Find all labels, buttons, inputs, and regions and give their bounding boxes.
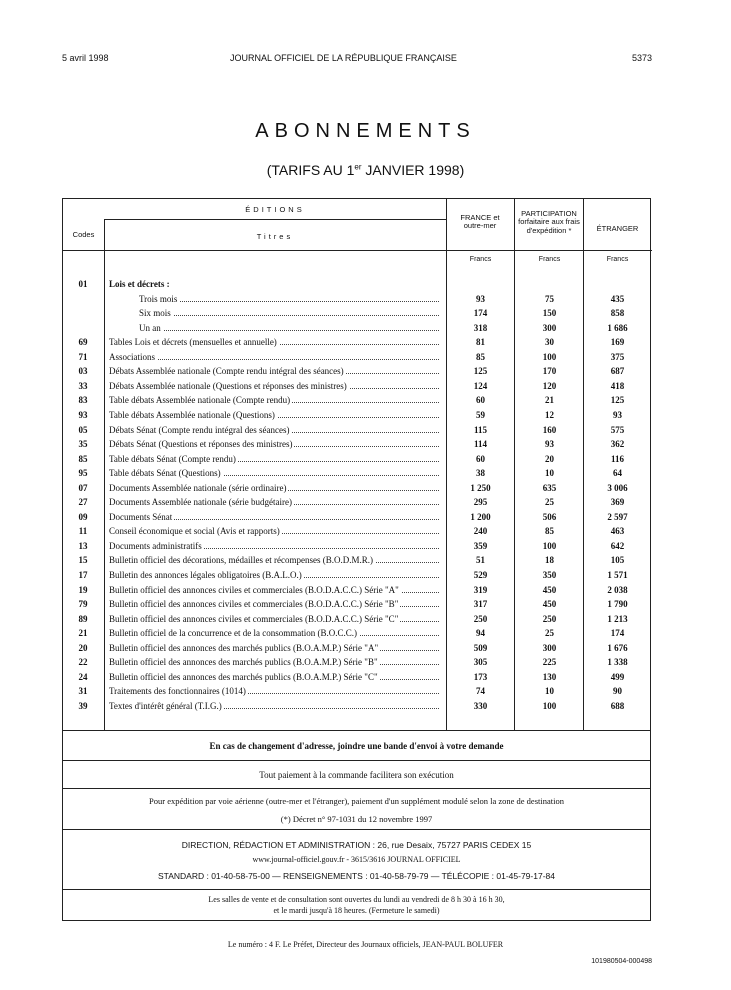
price-etranger: 1 686 — [607, 322, 628, 333]
price-france: 295 — [473, 497, 488, 508]
price-participation: 20 — [545, 453, 554, 464]
price-participation: 450 — [542, 584, 557, 595]
price-france: 1 200 — [470, 511, 491, 522]
table-row — [63, 466, 652, 480]
price-participation: 120 — [542, 380, 557, 391]
row-code: 11 — [78, 526, 88, 537]
price-participation: 93 — [545, 439, 554, 450]
price-france: 59 — [476, 409, 485, 420]
row-code: 24 — [78, 671, 88, 682]
price-participation: 350 — [542, 570, 557, 580]
price-etranger: 688 — [610, 700, 625, 711]
row-title — [109, 684, 439, 698]
price-participation: 450 — [542, 599, 557, 610]
footer-border — [62, 731, 63, 920]
row-title — [109, 568, 439, 582]
unit-etranger: Francs — [606, 256, 629, 263]
price-etranger: 499 — [610, 671, 625, 682]
row-title — [109, 335, 439, 349]
price-participation: 225 — [542, 657, 557, 668]
row-code: 13 — [78, 540, 88, 551]
table-row — [63, 539, 652, 553]
head-codes: Codes — [72, 230, 95, 239]
row-title-text: Documents Sénat — [109, 511, 173, 522]
row-title — [109, 641, 439, 655]
table-row — [63, 684, 652, 698]
table-row — [63, 641, 652, 655]
price-france: 1 250 — [470, 482, 491, 493]
price-etranger: 1 338 — [607, 657, 628, 668]
price-france: 173 — [473, 671, 488, 682]
head-etranger: ÉTRANGER — [596, 224, 639, 233]
price-etranger: 1 676 — [607, 642, 628, 653]
row-title — [139, 306, 439, 320]
price-etranger: 2 597 — [607, 511, 628, 522]
price-etranger: 435 — [610, 293, 625, 304]
table-row — [63, 292, 652, 306]
page-title: ABONNEMENTS — [255, 120, 476, 142]
price-france: 114 — [473, 439, 487, 450]
row-code: 85 — [78, 453, 88, 464]
row-code: 31 — [78, 686, 88, 697]
price-participation: 18 — [545, 555, 554, 566]
price-etranger: 90 — [613, 686, 622, 697]
row-code: 39 — [78, 700, 88, 711]
table-row — [63, 423, 652, 437]
table-row — [63, 553, 652, 567]
table-row — [63, 277, 652, 291]
row-title-text: Bulletin des annonces légales obligatoires (B.A.L.O.) — [109, 570, 302, 580]
row-title — [109, 597, 439, 611]
price-france: 51 — [476, 555, 485, 566]
price-france: 81 — [476, 337, 485, 348]
price-etranger: 116 — [610, 453, 624, 464]
price-france: 359 — [473, 540, 488, 551]
row-title — [109, 524, 439, 538]
table-row — [63, 612, 652, 626]
row-title-text: Bulletin officiel des décorations, médailles et récompenses (B.O.D.M.R.) — [109, 555, 374, 566]
row-title-text: Textes d'intérêt général (T.I.G.) — [109, 700, 222, 711]
row-code: 20 — [78, 642, 88, 653]
table-row — [63, 495, 652, 509]
row-title — [109, 553, 439, 567]
table-row — [63, 597, 652, 611]
row-code: 05 — [78, 424, 88, 435]
price-etranger: 642 — [610, 540, 625, 551]
row-title-text: Bulletin officiel des annonces des marchés publics (B.O.A.M.P.) Série "A" — [109, 642, 379, 653]
row-title — [109, 437, 439, 451]
row-code: 71 — [78, 351, 88, 362]
row-code: 07 — [78, 482, 88, 493]
price-participation: 130 — [542, 671, 557, 682]
price-participation: 75 — [545, 293, 554, 304]
notice-change-address: En cas de changement d'adresse, joindre une bande d'envoi à votre demande — [209, 741, 504, 751]
price-etranger: 125 — [610, 395, 625, 406]
table-row — [63, 626, 652, 640]
table-row — [63, 335, 652, 349]
head-editions: ÉDITIONS — [245, 205, 305, 214]
table-row — [63, 568, 652, 582]
footer-divider — [62, 889, 651, 890]
table-row — [63, 583, 652, 597]
row-title — [109, 452, 439, 466]
row-title-text: Documents Assemblée nationale (série budgétaire) — [109, 497, 292, 508]
price-etranger: 2 038 — [607, 584, 628, 595]
row-title-text: Table débats Sénat (Questions) — [109, 468, 221, 479]
row-title-text: Trois mois — [139, 293, 178, 304]
unit-participation: Francs — [538, 256, 561, 263]
price-france: 174 — [473, 308, 488, 319]
row-title-text: Associations — [109, 351, 155, 362]
row-code: 03 — [78, 366, 88, 377]
row-title — [109, 393, 439, 407]
price-participation: 12 — [545, 409, 554, 420]
row-code: 21 — [78, 628, 88, 639]
direction-address: DIRECTION, RÉDACTION ET ADMINISTRATION : 26, rue Desaix, 75727 PARIS CEDEX 15 — [181, 840, 532, 850]
price-france: 250 — [473, 613, 488, 624]
notice-payment: Tout paiement à la commande facilitera son exécution — [259, 770, 454, 780]
row-title-text: Un an — [139, 322, 161, 333]
row-code: 33 — [78, 380, 88, 391]
row-title-text: Bulletin officiel des annonces des marchés publics (B.O.A.M.P.) Série "C" — [109, 671, 378, 682]
row-code: 89 — [78, 613, 88, 624]
table-row — [63, 364, 652, 378]
row-title — [109, 495, 439, 509]
leader-dots — [139, 301, 439, 302]
footer-divider — [62, 788, 651, 789]
price-etranger: 369 — [610, 497, 625, 508]
row-title-text: Débats Sénat (Compte rendu intégral des séances) — [109, 424, 290, 435]
row-code: 93 — [78, 409, 88, 420]
price-etranger: 93 — [613, 409, 622, 420]
unit-france: Francs — [469, 256, 492, 263]
price-etranger: 3 006 — [607, 482, 628, 493]
price-france: 317 — [473, 599, 488, 610]
row-title — [109, 670, 439, 684]
price-france: 94 — [476, 628, 485, 639]
table-row — [63, 393, 652, 407]
page-subtitle — [0, 162, 731, 178]
row-title-text: Débats Assemblée nationale (Compte rendu intégral des séances) — [109, 366, 344, 377]
price-participation: 300 — [542, 642, 557, 653]
row-title — [139, 321, 439, 335]
row-title-text: Bulletin officiel des annonces civiles et commerciales (B.O.D.A.C.C.) Série "B" — [109, 599, 399, 610]
price-france: 509 — [473, 642, 488, 653]
row-code: 95 — [78, 468, 88, 479]
price-etranger: 174 — [610, 628, 625, 639]
price-participation: 250 — [542, 613, 557, 624]
price-etranger: 1 213 — [607, 613, 628, 624]
price-france: 319 — [473, 584, 488, 595]
price-participation: 170 — [542, 366, 557, 377]
price-france: 305 — [473, 657, 488, 668]
head-participation: PARTICIPATION forfaitaire aux frais d'expédition * — [518, 209, 580, 235]
row-code: 69 — [78, 337, 88, 348]
notice-decree: (*) Décret n° 97-1031 du 12 novembre 1997 — [280, 814, 433, 824]
table-row — [63, 408, 652, 422]
head-france: FRANCE et outre-mer — [460, 213, 500, 231]
row-code: 19 — [78, 584, 88, 595]
footer-border — [650, 731, 651, 920]
row-title-text: Débats Assemblée nationale (Questions et réponses des ministres) — [109, 380, 347, 391]
leader-dots — [139, 315, 439, 316]
row-title — [109, 583, 439, 597]
price-participation: 635 — [542, 482, 557, 493]
price-participation: 21 — [545, 395, 554, 406]
row-title-text: Table débats Assemblée nationale (Questions) — [109, 409, 275, 420]
price-france: 85 — [476, 351, 485, 362]
row-title — [109, 510, 439, 524]
price-etranger: 1 571 — [607, 570, 628, 580]
price-participation: 10 — [545, 686, 554, 697]
price-france: 529 — [473, 570, 488, 580]
table-row — [63, 321, 652, 335]
row-title-text: Tables Lois et décrets (mensuelles et annuelle) — [109, 337, 277, 348]
price-participation: 10 — [545, 468, 554, 479]
price-france: 318 — [473, 322, 488, 333]
header-date: 5 avril 1998 — [62, 53, 109, 63]
header-divider — [63, 250, 652, 251]
footer-divider — [62, 920, 651, 921]
row-title — [109, 539, 439, 553]
price-etranger: 1 790 — [607, 599, 628, 610]
price-etranger: 575 — [610, 424, 625, 435]
row-title — [109, 612, 439, 626]
price-participation: 160 — [542, 424, 557, 435]
row-code: 15 — [78, 555, 88, 566]
row-title-text: Table débats Sénat (Compte rendu) — [109, 453, 236, 464]
row-title-text: Bulletin officiel des annonces civiles et commerciales (B.O.D.A.C.C.) Série "C" — [109, 613, 399, 624]
price-participation: 100 — [542, 700, 557, 711]
price-participation: 25 — [545, 497, 554, 508]
price-etranger: 463 — [610, 526, 625, 537]
subtitle-text-end: JANVIER 1998) — [361, 162, 465, 178]
table-row — [63, 655, 652, 669]
website: www.journal-officiel.gouv.fr - 3615/3616 JOURNAL OFFICIEL — [252, 855, 461, 864]
opening-hours: Les salles de vente et de consultation sont ouvertes du lundi au vendredi de 8 h 30 à 16 h 30, — [208, 895, 505, 904]
row-title — [109, 481, 439, 495]
notice-air-shipping: Pour expédition par voie aérienne (outre-mer et l'étranger), paiement d'un supplément modulé selon la zone de destination — [149, 796, 564, 806]
header-journal: JOURNAL OFFICIEL DE LA RÉPUBLIQUE FRANÇAISE — [230, 53, 457, 63]
row-code: 17 — [78, 570, 88, 580]
header-divider — [104, 219, 446, 220]
table-row — [63, 524, 652, 538]
table-row — [63, 306, 652, 320]
price-france: 60 — [476, 395, 485, 406]
price-participation: 100 — [542, 351, 557, 362]
footer-divider — [62, 829, 651, 830]
price-participation: 506 — [542, 511, 557, 522]
price-participation: 150 — [542, 308, 557, 319]
price-etranger: 687 — [610, 366, 625, 377]
row-title — [109, 466, 439, 480]
opening-hours-2: et le mardi jusqu'à 18 heures. (Fermeture le samedi) — [273, 906, 440, 915]
leader-dots — [139, 330, 439, 331]
row-code: 09 — [78, 511, 88, 522]
row-code: 01 — [78, 279, 88, 289]
price-etranger: 64 — [613, 468, 622, 479]
price-france: 125 — [473, 366, 488, 377]
row-code: 83 — [78, 395, 88, 406]
row-title — [109, 350, 439, 364]
reference-number: 101980504-000498 — [591, 958, 652, 965]
row-code: 22 — [78, 657, 88, 668]
row-title-text: Six mois — [139, 308, 171, 319]
price-participation: 30 — [545, 337, 554, 348]
price-france: 74 — [476, 686, 485, 697]
price-etranger: 418 — [610, 380, 625, 391]
table-row — [63, 481, 652, 495]
price-etranger: 362 — [610, 439, 625, 450]
price-etranger: 375 — [610, 351, 625, 362]
tariff-table — [62, 198, 651, 731]
table-row — [63, 452, 652, 466]
row-title-text: Table débats Assemblée nationale (Compte rendu) — [109, 395, 291, 406]
issue-price: Le numéro : 4 F. Le Préfet, Directeur des Journaux officiels, JEAN-PAUL BOLUFER — [227, 940, 504, 949]
row-title-text: Bulletin officiel de la concurrence et de la consommation (B.O.C.C.) — [109, 628, 358, 639]
price-france: 124 — [473, 380, 488, 391]
row-title-text: Traitements des fonctionnaires (1014) — [109, 686, 246, 697]
row-title — [109, 408, 439, 422]
subtitle-sup: er — [354, 162, 362, 172]
row-title — [109, 699, 439, 713]
row-title-text: Bulletin officiel des annonces civiles et commerciales (B.O.D.A.C.C.) Série "A" — [109, 584, 399, 595]
table-row — [63, 379, 652, 393]
row-title-text: Documents Assemblée nationale (série ordinaire) — [109, 482, 287, 493]
table-row — [63, 699, 652, 713]
table-row — [63, 670, 652, 684]
subtitle-text: (TARIFS AU 1 — [266, 162, 355, 178]
row-title — [109, 655, 439, 669]
row-title — [109, 626, 439, 640]
price-etranger: 105 — [610, 555, 625, 566]
row-title-text: Conseil économique et social (Avis et rapports) — [109, 526, 280, 537]
row-title — [109, 364, 439, 378]
price-france: 60 — [476, 453, 485, 464]
header-page-number: 5373 — [632, 53, 653, 63]
price-etranger: 858 — [610, 308, 625, 319]
table-row — [63, 437, 652, 451]
leader-dots — [109, 359, 439, 360]
price-participation: 300 — [542, 322, 557, 333]
price-france: 38 — [476, 468, 485, 479]
row-code: 27 — [78, 497, 88, 508]
price-france: 93 — [476, 293, 485, 304]
row-title-text: Documents administratifs — [109, 540, 202, 551]
price-participation: 100 — [542, 540, 557, 551]
price-participation: 25 — [545, 628, 554, 639]
price-france: 240 — [473, 526, 488, 537]
table-row — [63, 510, 652, 524]
row-title-text: Bulletin officiel des annonces des marchés publics (B.O.A.M.P.) Série "B" — [109, 657, 378, 668]
price-france: 115 — [473, 424, 487, 435]
row-title-text: Débats Sénat (Questions et réponses des ministres) — [109, 439, 293, 450]
footer-divider — [62, 760, 651, 761]
row-title — [109, 423, 439, 437]
head-titres: Titres — [256, 232, 294, 241]
contact-numbers: STANDARD : 01-40-58-75-00 — RENSEIGNEMENTS : 01-40-58-79-79 — TÉLÉCOPIE : 01-45-79-17-84 — [158, 871, 555, 881]
row-code: 79 — [78, 599, 88, 610]
table-row — [63, 350, 652, 364]
price-etranger: 169 — [610, 337, 625, 348]
row-title — [109, 379, 439, 393]
row-title — [109, 277, 439, 291]
price-france: 330 — [473, 700, 488, 711]
row-code: 35 — [78, 439, 88, 450]
row-title-text: Lois et décrets : — [109, 279, 170, 289]
price-participation: 85 — [545, 526, 554, 537]
row-title — [139, 292, 439, 306]
